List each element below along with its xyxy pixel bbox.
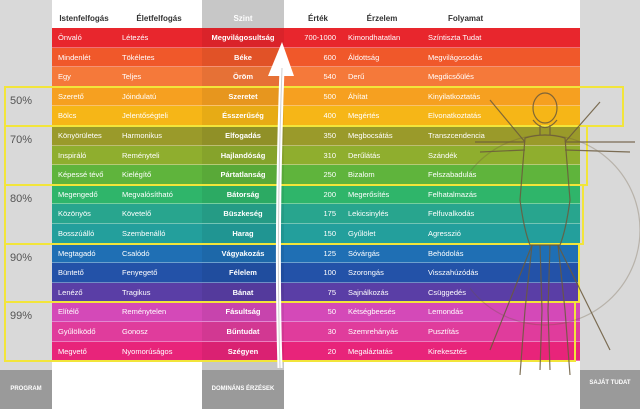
erzelem-cell: Kimondhatatlan	[348, 33, 401, 42]
isten-cell: Szerető	[58, 91, 84, 101]
erzelem-cell: Szorongás	[348, 268, 384, 278]
isten-cell: Képessé tévő	[58, 170, 104, 180]
program-label: PROGRAM	[10, 386, 42, 392]
header-szint: Szint	[233, 14, 253, 23]
folyamat-cell: Megdicsőülés	[428, 72, 474, 82]
ertek-cell: 600	[323, 52, 336, 62]
elet-cell: Harmonikus	[122, 130, 163, 140]
ertek-cell: 20	[327, 346, 336, 356]
sajat-label: SAJÁT TUDAT	[589, 380, 631, 386]
erzelem-cell: Derűlátás	[348, 150, 381, 160]
erzelem-cell: Derű	[348, 72, 365, 82]
erzelem-cell: Gyűlölet	[348, 228, 376, 238]
erzelem-cell: Szemrehányás	[348, 326, 399, 336]
elet-cell: Teljes	[122, 72, 142, 82]
ertek-cell: 310	[323, 150, 336, 160]
folyamat-cell: Pusztítás	[428, 326, 459, 336]
header-elet: Életfelfogás	[136, 14, 182, 23]
szint-cell: Félelem	[202, 263, 284, 282]
folyamat-cell: Elvonatkoztatás	[428, 111, 481, 121]
folyamat-cell: Szándék	[428, 150, 458, 160]
isten-cell: Elítélő	[58, 307, 79, 317]
ertek-cell: 540	[323, 72, 336, 82]
folyamat-cell: Felszabadulás	[428, 170, 477, 180]
table-row	[52, 48, 580, 68]
szint-cell: Hajlandóság	[202, 146, 284, 165]
percent-label: 99%	[10, 310, 33, 323]
folyamat-cell: Agresszió	[428, 228, 461, 238]
header-isten: Istenfelfogás	[59, 14, 109, 23]
elet-cell: Követelő	[122, 209, 152, 219]
erzelem-cell: Lekicsinylés	[348, 209, 389, 219]
folyamat-cell: Színtiszta Tudat	[428, 33, 482, 42]
isten-cell: Gyűlölködő	[58, 326, 96, 336]
folyamat-cell: Behódolás	[428, 248, 464, 258]
isten-cell: Megengedő	[58, 189, 98, 199]
folyamat-cell: Csüggedés	[428, 287, 466, 297]
folyamat-cell: Transzcendencia	[428, 130, 485, 140]
folyamat-cell: Kinyilatkoztatás	[428, 91, 481, 101]
table-row	[52, 28, 580, 48]
erzelem-cell: Kétségbeesés	[348, 307, 396, 317]
percent-label: 90%	[10, 251, 33, 264]
elet-cell: Megvalósítható	[122, 189, 173, 199]
erzelem-cell: Megértés	[348, 111, 380, 121]
ertek-cell: 75	[327, 287, 336, 297]
ertek-cell: 700-1000	[304, 33, 336, 42]
ertek-cell: 200	[323, 189, 336, 199]
elet-cell: Csalódó	[122, 248, 150, 258]
elet-cell: Tragikus	[122, 287, 151, 297]
percent-label: 70%	[10, 134, 33, 146]
elet-cell: Szembenálló	[122, 228, 166, 238]
table-header	[52, 10, 580, 28]
isten-cell: Inspiráló	[58, 150, 87, 160]
ertek-cell: 50	[327, 307, 336, 317]
header-ertek: Érték	[307, 14, 328, 23]
folyamat-cell: Visszahúzódás	[428, 268, 479, 278]
szint-cell: Ésszerűség	[202, 106, 284, 125]
elet-cell: Tökéletes	[122, 52, 155, 62]
isten-cell: Könyörületes	[58, 130, 102, 140]
elet-cell: Nyomorúságos	[122, 346, 173, 356]
erzelem-cell: Bizalom	[348, 170, 375, 180]
ertek-cell: 500	[323, 91, 336, 101]
folyamat-cell: Kirekesztés	[428, 346, 467, 356]
erzelem-cell: Áhítat	[348, 91, 368, 101]
szint-cell: Vágyakozás	[202, 244, 284, 263]
elet-cell: Jelentőségteli	[122, 111, 168, 121]
vitruvian-man-figure	[470, 80, 640, 380]
header-folyamat: Folyamat	[448, 14, 484, 23]
ertek-cell: 350	[323, 130, 336, 140]
isten-cell: Büntető	[58, 268, 84, 278]
szint-cell: Elfogadás	[202, 126, 284, 145]
szint-cell: Pártatlanság	[202, 165, 284, 184]
folyamat-cell: Lemondás	[428, 307, 464, 317]
dominans-label: DOMINÁNS ÉRZÉSEK	[211, 386, 275, 392]
percent-label: 50%	[10, 94, 33, 107]
isten-cell: Bosszúálló	[58, 228, 95, 238]
erzelem-cell: Megaláztatás	[348, 346, 393, 356]
folyamat-cell: Megvilágosodás	[428, 52, 483, 62]
ertek-cell: 125	[323, 248, 336, 258]
isten-cell: Lenéző	[58, 287, 83, 297]
percent-label: 80%	[10, 192, 33, 205]
ertek-cell: 175	[323, 209, 336, 219]
elet-cell: Reménytelen	[122, 307, 167, 317]
isten-cell: Megvető	[58, 346, 87, 356]
szint-cell: Szégyen	[202, 342, 284, 361]
erzelem-cell: Megerősítés	[348, 189, 390, 199]
szint-cell: Szeretet	[202, 87, 284, 106]
elet-cell: Jóindulatú	[122, 91, 157, 101]
erzelem-cell: Áldottság	[348, 52, 380, 62]
isten-cell: Bölcs	[58, 111, 77, 121]
szint-cell: Bűntudat	[202, 322, 284, 341]
elet-cell: Kielégítő	[122, 170, 152, 180]
szint-cell: Öröm	[202, 67, 284, 86]
szint-cell: Büszkeség	[202, 204, 284, 223]
folyamat-cell: Felhatalmazás	[428, 189, 477, 199]
header-erzelem: Érzelem	[366, 14, 398, 23]
isten-cell: Közönyös	[58, 209, 91, 219]
szint-cell: Bátorság	[202, 185, 284, 204]
elet-cell: Létezés	[122, 33, 149, 42]
isten-cell: Önvaló	[58, 33, 82, 42]
szint-cell: Fásultság	[202, 302, 284, 321]
szint-cell: Béke	[202, 48, 284, 67]
isten-cell: Mindenlét	[58, 52, 91, 62]
elet-cell: Reményteli	[122, 150, 160, 160]
ertek-cell: 400	[323, 111, 336, 121]
szint-cell: Megvilágosultság	[202, 28, 284, 47]
elet-cell: Fenyegető	[122, 268, 158, 278]
upward-arrow	[258, 38, 298, 368]
szint-cell: Bánat	[202, 283, 284, 302]
erzelem-cell: Megbocsátás	[348, 130, 393, 140]
ertek-cell: 250	[323, 170, 336, 180]
elet-cell: Gonosz	[122, 326, 148, 336]
erzelem-cell: Sajnálkozás	[348, 287, 389, 297]
ertek-cell: 30	[327, 326, 336, 336]
ertek-cell: 150	[323, 228, 336, 238]
isten-cell: Egy	[58, 72, 71, 82]
szint-cell: Harag	[202, 224, 284, 243]
folyamat-cell: Felfuvalkodás	[428, 209, 475, 219]
ertek-cell: 100	[323, 268, 336, 278]
isten-cell: Megtagadó	[58, 248, 96, 258]
erzelem-cell: Sóvárgás	[348, 248, 380, 258]
